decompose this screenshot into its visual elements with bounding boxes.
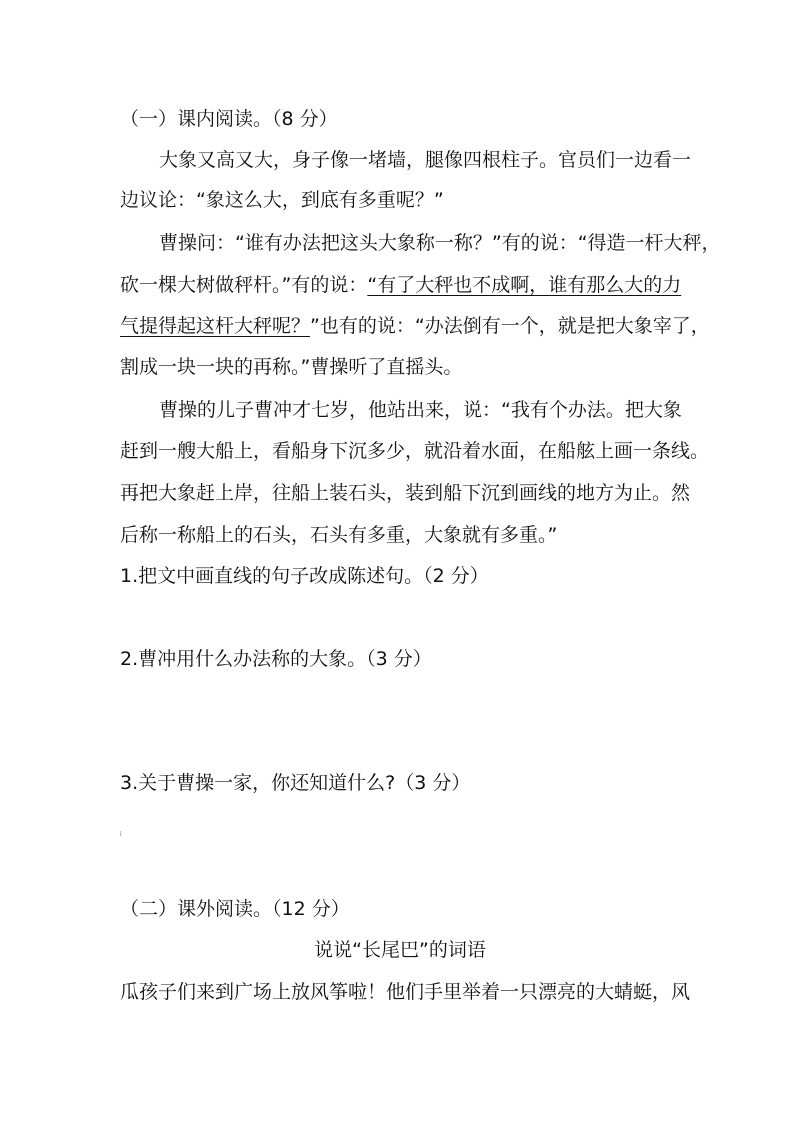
paragraph-line-10: 后称一称船上的石头，石头有多重，大象就有多重。”	[120, 524, 558, 546]
question-2: 2.曹冲用什么办法称的大象。（3 分）	[120, 648, 432, 670]
paragraph-line-6: 割成一块一块的再称。”曹操听了直摇头。	[120, 356, 463, 378]
paragraph-line-7: 曹操的儿子曹冲才七岁，他站出来，说：“我有个办法。把大象	[159, 399, 682, 421]
article-title: 说说“长尾巴”的词语	[314, 939, 486, 961]
paragraph-line-4-plain: 砍一棵大树做秤杆。”有的说：	[120, 274, 368, 296]
section1-title: （一）课内阅读。（8 分）	[120, 108, 338, 130]
question-1: 1.把文中画直线的句子改成陈述句。（2 分）	[120, 565, 489, 587]
article-first-line: 瓜孩子们来到广场上放风筝啦！他们手里举着一只漂亮的大蜻蜓，风	[120, 981, 691, 1003]
paragraph-line-8: 赶到一艘大船上，看船身下沉多少，就沿着水面，在船舷上画一条线。	[120, 440, 710, 462]
question-3: 3.关于曹操一家，你还知道什么?（3 分）	[120, 772, 471, 794]
paragraph-line-5	[120, 314, 710, 338]
section2-title: （二）课外阅读。（12 分）	[120, 898, 350, 920]
paragraph-line-4	[120, 273, 680, 297]
paragraph-line-3: 曹操问：“谁有办法把这头大象称一称？”有的说：“得造一杆大秤，	[159, 232, 721, 254]
paragraph-line-5-plain: ”也有的说：“办法倒有一个，就是把大象宰了，	[310, 315, 710, 337]
small-mark: i	[120, 831, 122, 838]
paragraph-line-9: 再把大象赶上岸，往船上装石头，装到船下沉到画线的地方为止。然	[120, 482, 691, 504]
paragraph-line-1: 大象又高又大，身子像一堵墙，腿像四根柱子。官员们一边看一	[159, 149, 692, 171]
underlined-sentence-part-1: “有了大秤也不成啊，谁有那么大的力	[367, 274, 682, 296]
paragraph-line-2: 边议论：“象这么大，到底有多重呢？”	[120, 189, 444, 211]
underlined-sentence-part-2: 气提得起这杆大秤呢？	[120, 315, 311, 337]
